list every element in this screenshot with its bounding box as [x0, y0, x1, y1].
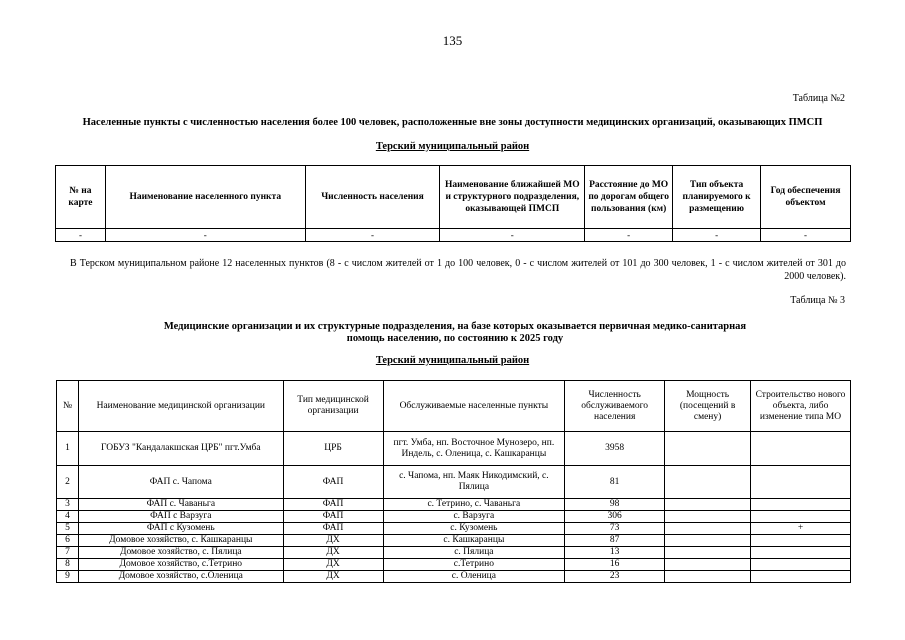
- table2-header-cell: № на карте: [56, 166, 106, 229]
- table3-header-cell: Обслуживаемые населенные пункты: [383, 381, 565, 432]
- table-cell-name: ФАП с Кузомень: [78, 523, 283, 535]
- table-cell-cap: [665, 571, 751, 583]
- table2-label: Таблица №2: [792, 93, 845, 104]
- table-cell-name: ФАП с. Чапома: [78, 466, 283, 499]
- table3-title: Медицинские организации и их структурные подразделения, на базе которых оказывается первичная медико-санитарная помощь населению, по состоянию к 2025 году: [163, 321, 747, 344]
- table-cell-n: 4: [57, 511, 79, 523]
- table-cell-build: [751, 571, 851, 583]
- table-row: [57, 571, 851, 583]
- table-cell-pop: 16: [565, 559, 665, 571]
- table-cell-points: с. Пялица: [383, 547, 565, 559]
- table-cell-n: 6: [57, 535, 79, 547]
- table-cell-n: 3: [57, 499, 79, 511]
- table-cell: -: [585, 229, 673, 242]
- table-cell-cap: [665, 432, 751, 466]
- table-cell: -: [673, 229, 761, 242]
- table2-title: Населенные пункты с численностью населения более 100 человек, расположенные вне зоны доступности медицинских организаций, оказывающих ПМСП: [82, 117, 823, 128]
- table-cell-pop: 98: [565, 499, 665, 511]
- table-cell-type: ФАП: [283, 511, 383, 523]
- table-cell-points: с. Варзуга: [383, 511, 565, 523]
- table2-header-cell: Расстояние до МО по дорогам общего пользования (км): [585, 166, 673, 229]
- table-cell-pop: 87: [565, 535, 665, 547]
- table-cell-cap: [665, 511, 751, 523]
- table2-header-cell: Наименование населенного пункта: [105, 166, 305, 229]
- table-cell-points: пгт. Умба, нп. Восточное Мунозеро, нп. Индель, с. Оленица, с. Кашкаранцы: [383, 432, 565, 466]
- table2-header-cell: Тип объекта планируемого к размещению: [673, 166, 761, 229]
- table3-header-cell: Тип медицинской организации: [283, 381, 383, 432]
- table-cell-pop: 3958: [565, 432, 665, 466]
- table-cell-build: [751, 547, 851, 559]
- table-cell-pop: 306: [565, 511, 665, 523]
- table-cell: -: [56, 229, 106, 242]
- page-number: 135: [442, 33, 463, 48]
- table-cell: -: [761, 229, 851, 242]
- table3-label: Таблица № 3: [790, 295, 845, 306]
- table3-header-cell: №: [57, 381, 79, 432]
- table-cell-points: с. Кузомень: [383, 523, 565, 535]
- table3-header-cell: Численность обслуживаемого населения: [565, 381, 665, 432]
- table-row: [56, 229, 851, 242]
- table3-header-row: [57, 381, 851, 432]
- table-row: [57, 523, 851, 535]
- table-row: [57, 511, 851, 523]
- table-cell: -: [105, 229, 305, 242]
- table-cell-pop: 73: [565, 523, 665, 535]
- table3-header-cell: Наименование медицинской организации: [78, 381, 283, 432]
- table-cell-build: [751, 499, 851, 511]
- table2-subtitle: Терский муниципальный район: [375, 141, 530, 152]
- table-cell-n: 5: [57, 523, 79, 535]
- district-note: В Терском муниципальном районе 12 населенных пунктов (8 - с числом жителей от 1 до 100 человек, 0 - с числом жителей от 101 до 300 человек, 1 - с числом жителей от 301 до 2000 человек).: [70, 258, 846, 282]
- table2: [55, 165, 851, 242]
- table-row: [57, 535, 851, 547]
- table2-header-cell: Численность населения: [305, 166, 440, 229]
- table3: [56, 380, 851, 583]
- table-cell-name: Домовое хозяйство, с. Кашкаранцы: [78, 535, 283, 547]
- table-cell-cap: [665, 559, 751, 571]
- table-cell-type: ДХ: [283, 559, 383, 571]
- table2-header-row: [56, 166, 851, 229]
- table-cell-build: [751, 559, 851, 571]
- table-cell-build: [751, 535, 851, 547]
- table-cell-cap: [665, 535, 751, 547]
- table-cell-cap: [665, 499, 751, 511]
- table-row: [57, 432, 851, 466]
- table-cell-pop: 13: [565, 547, 665, 559]
- table-cell-points: с. Тетрино, с. Чаваньга: [383, 499, 565, 511]
- table-cell-cap: [665, 466, 751, 499]
- table-cell-type: ФАП: [283, 499, 383, 511]
- table-row: [57, 547, 851, 559]
- table-cell-cap: [665, 547, 751, 559]
- table-cell-pop: 81: [565, 466, 665, 499]
- table-cell-n: 9: [57, 571, 79, 583]
- table3-subtitle: Терский муниципальный район: [375, 355, 530, 366]
- table-cell-points: с.Тетрино: [383, 559, 565, 571]
- table-cell-build: [751, 466, 851, 499]
- table-row: [57, 559, 851, 571]
- table-cell-name: ФАП с Варзуга: [78, 511, 283, 523]
- table-cell-build: [751, 511, 851, 523]
- table-cell: -: [440, 229, 585, 242]
- table3-header-cell: Мощность (посещений в смену): [665, 381, 751, 432]
- table3-header-cell: Строительство нового объекта, либо изменение типа МО: [751, 381, 851, 432]
- table-cell-n: 8: [57, 559, 79, 571]
- table-cell-type: ДХ: [283, 547, 383, 559]
- table-cell-name: ГОБУЗ "Кандалакшская ЦРБ" пгт.Умба: [78, 432, 283, 466]
- table-cell-name: ФАП с. Чаваньга: [78, 499, 283, 511]
- table-cell-build: +: [751, 523, 851, 535]
- table-row: [57, 499, 851, 511]
- table-cell-points: с. Чапома, нп. Маяк Никодимский, с. Пялица: [383, 466, 565, 499]
- table-cell-cap: [665, 523, 751, 535]
- table-cell-n: 2: [57, 466, 79, 499]
- table-cell-name: Домовое хозяйство, с. Пялица: [78, 547, 283, 559]
- table-cell-type: ДХ: [283, 571, 383, 583]
- table-cell-type: ЦРБ: [283, 432, 383, 466]
- table2-header-cell: Год обеспечения объектом: [761, 166, 851, 229]
- table-cell-name: Домовое хозяйство, с.Оленица: [78, 571, 283, 583]
- table-cell-pop: 23: [565, 571, 665, 583]
- table-cell-type: ФАП: [283, 466, 383, 499]
- table-row: [57, 466, 851, 499]
- table-cell-name: Домовое хозяйство, с.Тетрино: [78, 559, 283, 571]
- table2-header-cell: Наименование ближайшей МО и структурного подразделения, оказывающей ПМСП: [440, 166, 585, 229]
- table-cell-type: ДХ: [283, 535, 383, 547]
- table-cell-n: 7: [57, 547, 79, 559]
- table-cell-n: 1: [57, 432, 79, 466]
- table-cell-points: с. Оленица: [383, 571, 565, 583]
- table-cell-build: [751, 432, 851, 466]
- table-cell: -: [305, 229, 440, 242]
- table-cell-points: с. Кашкаранцы: [383, 535, 565, 547]
- table-cell-type: ФАП: [283, 523, 383, 535]
